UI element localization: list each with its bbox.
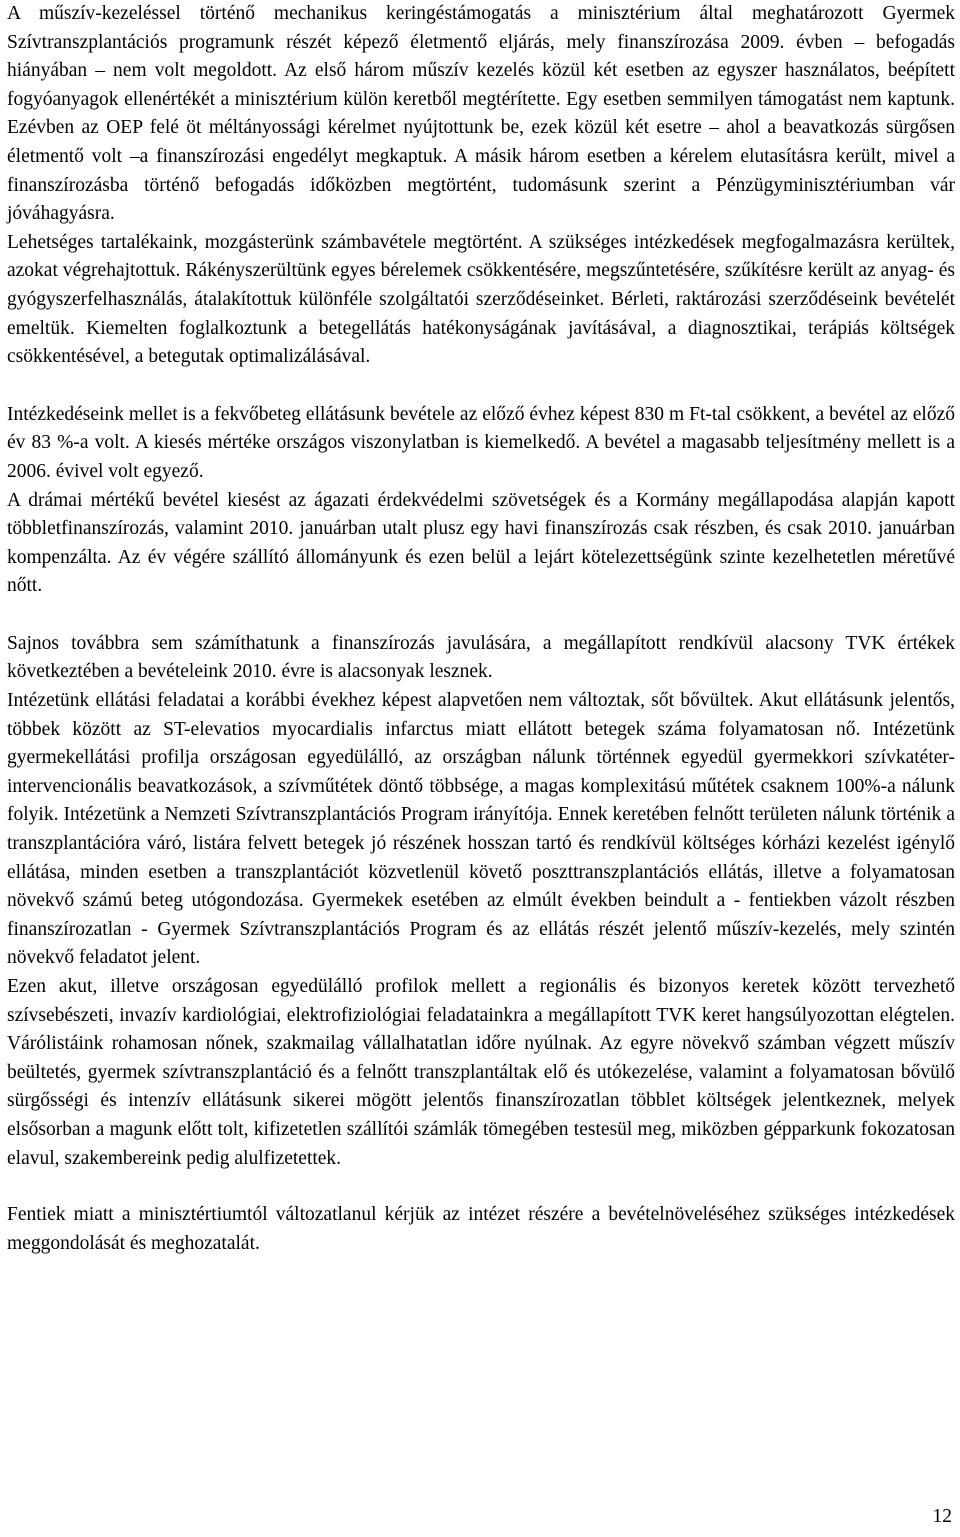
paragraph-revenue-decrease: Intézkedéseink mellet is a fekvőbeteg ellátásunk bevétele az előző évhez képest 830 m Ft-tal csökkent, a bevétel az előző év 83 %-a volt. A kiesés mértéke országos viszonylatban is kiemelkedő. A bevétel a magasabb teljesítmény mellett is a 2006. évivel volt egyező. xyxy=(7,403,955,482)
paragraph-revenue-loss-compensation: A drámai mértékű bevétel kiesést az ágazati érdekvédelmi szövetségek és a Kormány megállapodása alapján kapott többletfinanszírozás, valamint 2010. januárban utalt plusz egy havi finanszírozás csak részben, és csak 2010. januárban kompenzálta. Az év végére szállító állományunk és ezen belül a lejárt kötelezettségünk szinte kezelhetetlen méretűvé nőtt. xyxy=(7,489,955,597)
paragraph-unique-profiles: Ezen akut, illetve országosan egyedülálló profilok mellett a regionális és bizonyos keretek között tervezhető szívsebészeti, invazív kardiológiai, elektrofiziológiai feladatainkra a megállapított TVK keret hangsúlyozottan elégtelen. Várólistáink rohamosan nőnek, szakmailag vállalhatatlan időre nyúlnak. Az egyre növekvő számban végzett műszív beültetés, gyermek szívtranszplantáció és a felnőtt transzplantáltak elő és utókezelése, valamint a folyamatosan bővülő sürgősségi és intenzív ellátásunk sikerei mögött jelentős finanszírozatlan többlet költségek jelentkeznek, melyek elsősorban a magunk előtt tolt, kifizetetlen szállítói számlák tömegében testesül meg, miközben gépparkunk fokozatosan elavul, szakembereink pedig alulfizetettek. xyxy=(7,976,955,1169)
document-page xyxy=(7,0,955,1258)
paragraph-mechanical-support-funding: A műszív-kezeléssel történő mechanikus keringéstámogatás a minisztérium által meghatározott Gyermek Szívtranszplantációs programunk részét képező életmentő eljárás, mely finanszírozása 2009. évben – befogadás hiányában – nem volt megoldott. Az első három műszív kezelés közül két esetben az egyszer használatos, beépített fogyóanyagok ellenértékét a minisztérium külön keretből megtérítette. Egy esetben semmilyen támogatást nem kaptunk. Ezévben az OEP felé öt méltányossági kérelmet nyújtottunk be, ezek közül két esetre – ahol a beavatkozás sürgősen életmentő volt –a finanszírozási engedélyt megkaptuk. A másik három esetben a kérelem elutasításra került, mivel a finanszírozásba történő befogadás időközben megtörtént, tudomásunk szerint a Pénzügyminisztériumban vár jóváhagyásra. xyxy=(7,3,955,225)
paragraph-request-ministry: Fentiek miatt a minisztértiumtól változatlanul kérjük az intézet részére a bevételnöveléséhez szükséges intézkedések meggondolását és meghozatalát. xyxy=(7,1204,955,1254)
paragraph-reserves-measures: Lehetséges tartalékaink, mozgásterünk számbavétele megtörtént. A szükséges intézkedések megfogalmazásra kerültek, azokat végrehajtottuk. Rákényszerültünk egyes bérelemek csökkentésére, megszűntetésére, szűkítésre került az anyag- és gyógyszerfelhasználás, átalakítottuk különféle szolgáltatói szerződéseinket. Bérleti, raktározási szerződéseink bevételét emeltük. Kiemelten foglalkoztunk a betegellátás hatékonyságának javításával, a diagnosztikai, terápiás költségek csökkentésével, a betegutak optimalizálásával. xyxy=(7,231,955,368)
page-number: 12 xyxy=(932,1506,952,1527)
paragraph-institute-tasks: Intézetünk ellátási feladatai a korábbi évekhez képest alapvetően nem változtak, sőt bővültek. Akut ellátásunk jelentős, többek között az ST-elevatios myocardialis infarctus miatt ellátott betegek száma folyamatosan nő. Intézetünk gyermekellátási profilja országosan egyedülálló, az országban nálunk történnek egyedül gyermekkori szívkatéter-intervencionális beavatkozások, a szívműtétek döntő többsége, a magas komplexitású műtétek csaknem 100%-a nálunk folyik. Intézetünk a Nemzeti Szívtranszplantációs Program irányítója. Ennek keretében felnőtt területen nálunk történik a transzplantációra váró, listára felvett betegek jó részének hosszan tartó és rendkívül költséges kórházi kezelést igénylő ellátása, minden esetben a transzplantációt közvetlenül követő poszttranszplantációs ellátás, illetve a folyamatosan növekvő számú beteg utógondozása. Gyermekek esetében az elmúlt években beindult a - fentiekben vázolt részben finanszírozatlan - Gyermek Szívtranszplantációs Program és az ellátás részét jelentő műszív-kezelés, mely szintén növekvő feladatot jelent. xyxy=(7,690,955,969)
paragraph-tvk-outlook: Sajnos továbbra sem számíthatunk a finanszírozás javulására, a megállapított rendkívül alacsony TVK értékek következtében a bevételeink 2010. évre is alacsonyak lesznek. xyxy=(7,632,955,683)
